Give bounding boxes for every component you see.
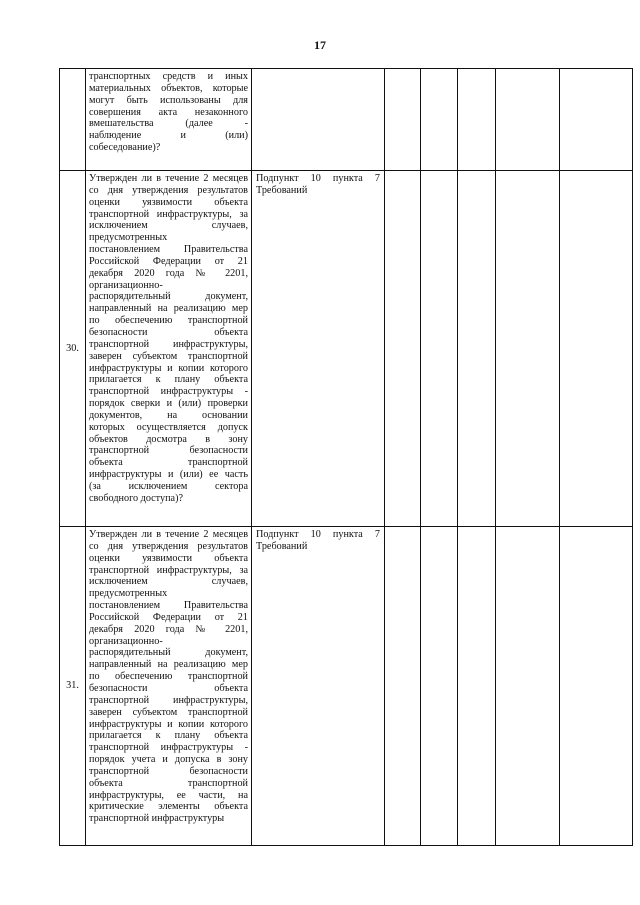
text-line: которых осуществляется допуск — [89, 421, 248, 433]
text-line: Утвержден ли в течение 2 месяцев — [89, 173, 248, 184]
answer-yes-cell[interactable] — [385, 171, 421, 527]
text-line: предусмотренных — [89, 588, 168, 600]
row-number — [60, 69, 86, 171]
checklist-table — [59, 68, 633, 846]
text-line: материальных объектов, которые — [89, 82, 248, 94]
comment-cell[interactable] — [496, 171, 560, 527]
text-line: декабря 2020 года № 2201, — [89, 623, 248, 635]
text-line: инфраструктуры и (или) ее часть — [89, 469, 248, 481]
reference-text — [252, 69, 384, 71]
notes-cell[interactable] — [560, 69, 633, 171]
row-number: 31. — [60, 527, 86, 846]
text-line: транспортной инфраструктуры, за — [89, 208, 248, 220]
text-line: постановлением Правительства — [89, 600, 248, 612]
notes-cell[interactable] — [560, 171, 633, 527]
question-text — [86, 171, 251, 507]
question-text — [86, 69, 251, 156]
text-line: организационно- — [89, 279, 163, 291]
text-line: направленный на реализацию мер — [89, 659, 248, 671]
text-line: Российской Федерации от 21 — [89, 255, 248, 267]
text-line: объекта транспортной — [89, 457, 248, 469]
text-line: по обеспечению транспортной — [89, 671, 248, 683]
text-line: транспортной инфраструктуры - — [89, 386, 248, 398]
text-line: транспортной безопасности — [89, 445, 248, 457]
text-line: Требований — [256, 184, 308, 196]
text-line: Подпункт 10 пункта 7 — [256, 173, 380, 184]
answer-yes-cell[interactable] — [385, 527, 421, 846]
answer-no-cell[interactable] — [421, 69, 458, 171]
text-line: порядок учета и допуска в зону — [89, 754, 248, 766]
notes-cell[interactable] — [560, 527, 633, 846]
question-text — [86, 527, 251, 827]
question-cell — [86, 527, 252, 846]
answer-no-cell[interactable] — [421, 171, 458, 527]
text-line: порядок сверки и (или) проверки — [89, 398, 248, 410]
text-line: транспортной инфраструктуры, — [89, 338, 248, 350]
answer-no-cell[interactable] — [421, 527, 458, 846]
table-row — [60, 527, 633, 846]
text-line: Утвержден ли в течение 2 месяцев — [89, 529, 248, 540]
text-line: транспортных средств и иных — [89, 71, 248, 82]
text-line: Подпункт 10 пункта 7 — [256, 529, 380, 540]
text-line: Российской Федерации от 21 — [89, 611, 248, 623]
answer-na-cell[interactable] — [458, 527, 496, 846]
text-line: транспортной безопасности — [89, 765, 248, 777]
table-row — [60, 171, 633, 527]
text-line: исключением случаев, — [89, 220, 248, 232]
text-line: прилагается к плану объекта — [89, 730, 248, 742]
text-line: Требований — [256, 540, 308, 552]
comment-cell[interactable] — [496, 527, 560, 846]
text-line: критические элементы объекта — [89, 801, 248, 813]
answer-yes-cell[interactable] — [385, 69, 421, 171]
question-cell — [86, 69, 252, 171]
text-line: транспортной инфраструктуры, за — [89, 564, 248, 576]
answer-na-cell[interactable] — [458, 171, 496, 527]
text-line: распорядительный документ, — [89, 291, 248, 303]
text-line: инфраструктуры и копии которого — [89, 718, 248, 730]
text-line: свободного доступа)? — [89, 492, 183, 504]
reference-cell — [252, 527, 385, 846]
text-line: безопасности объекта — [89, 682, 248, 694]
text-line: наблюдение и (или) — [89, 130, 248, 142]
text-line: заверен субъектом транспортной — [89, 706, 248, 718]
text-line: по обеспечению транспортной — [89, 315, 248, 327]
text-line: постановлением Правительства — [89, 244, 248, 256]
text-line: транспортной инфраструктуры — [89, 813, 225, 825]
text-line: транспортной инфраструктуры - — [89, 742, 248, 754]
text-line: вмешательства (далее - — [89, 118, 248, 130]
text-line: направленный на реализацию мер — [89, 303, 248, 315]
text-line: транспортной инфраструктуры, — [89, 694, 248, 706]
text-line: оценки уязвимости объекта — [89, 552, 248, 564]
text-line: могут быть использованы для — [89, 94, 248, 106]
text-line: собеседование)? — [89, 142, 161, 154]
text-line: предусмотренных — [89, 232, 168, 244]
text-line: декабря 2020 года № 2201, — [89, 267, 248, 279]
text-line: прилагается к плану объекта — [89, 374, 248, 386]
row-number: 30. — [60, 171, 86, 527]
reference-text — [252, 527, 384, 553]
text-line: со дня утверждения результатов — [89, 184, 248, 196]
reference-cell — [252, 69, 385, 171]
question-cell — [86, 171, 252, 527]
page-number: 17 — [314, 38, 326, 52]
text-line: оценки уязвимости объекта — [89, 196, 248, 208]
text-line: безопасности объекта — [89, 326, 248, 338]
text-line: объектов досмотра в зону — [89, 433, 248, 445]
text-line: документов, на основании — [89, 409, 248, 421]
text-line: объекта транспортной — [89, 777, 248, 789]
answer-na-cell[interactable] — [458, 69, 496, 171]
text-line: со дня утверждения результатов — [89, 540, 248, 552]
text-line: организационно- — [89, 635, 163, 647]
text-line: исключением случаев, — [89, 576, 248, 588]
reference-cell — [252, 171, 385, 527]
text-line: инфраструктуры, ее части, на — [89, 789, 248, 801]
text-line: заверен субъектом транспортной — [89, 350, 248, 362]
comment-cell[interactable] — [496, 69, 560, 171]
text-line: совершения акта незаконного — [89, 106, 248, 118]
text-line: инфраструктуры и копии которого — [89, 362, 248, 374]
text-line: (за исключением сектора — [89, 480, 248, 492]
table-row — [60, 69, 633, 171]
reference-text — [252, 171, 384, 197]
text-line: распорядительный документ, — [89, 647, 248, 659]
